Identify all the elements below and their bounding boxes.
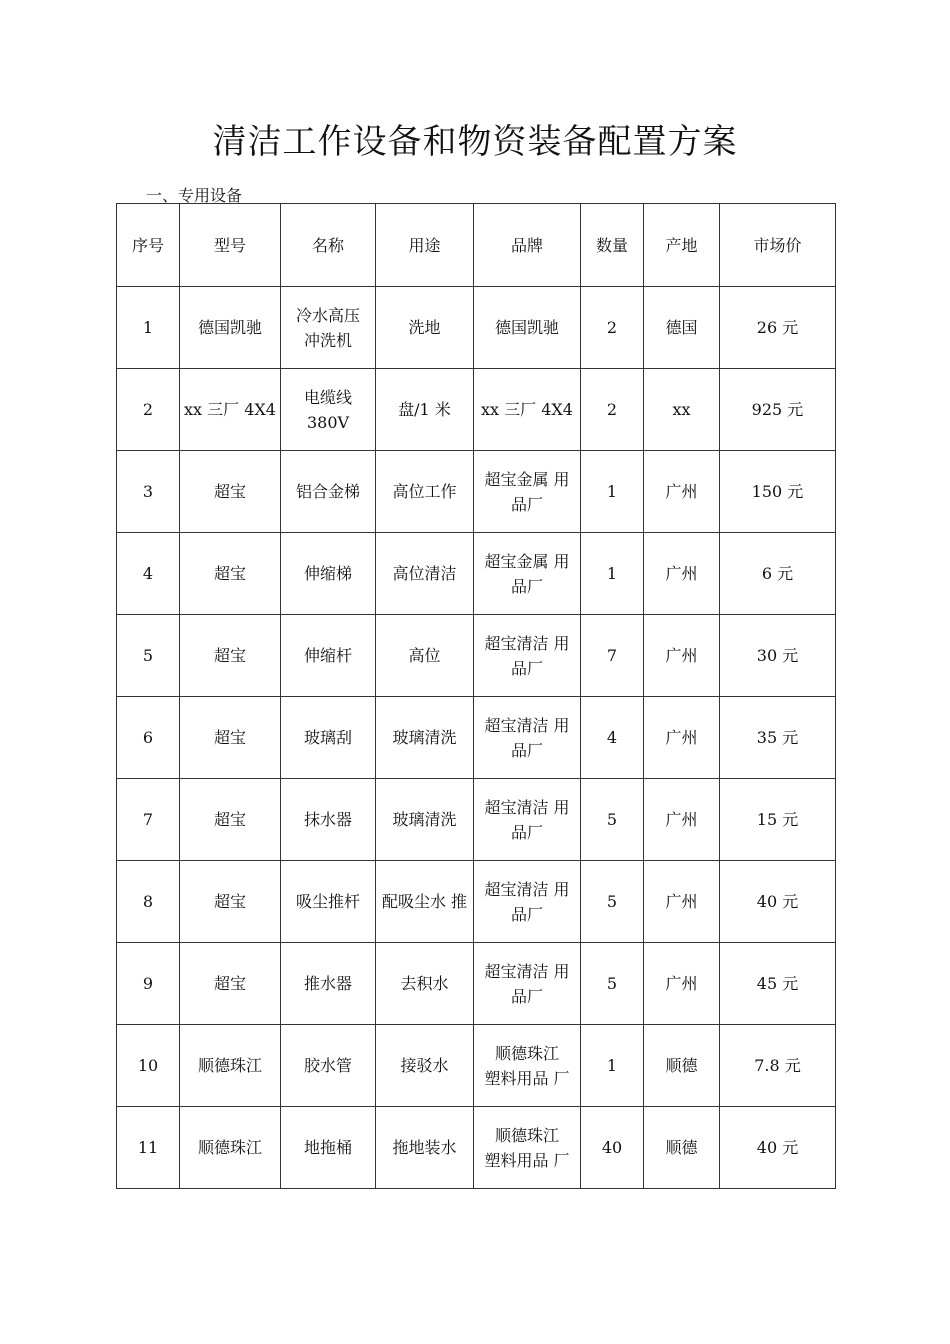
cell-name: 玻璃刮 — [281, 697, 376, 779]
cell-name: 抹水器 — [281, 779, 376, 861]
cell-origin: 顺德 — [644, 1107, 720, 1189]
cell-usage: 去积水 — [376, 943, 474, 1025]
cell-price: 26 元 — [720, 287, 836, 369]
cell-name: 伸缩梯 — [281, 533, 376, 615]
cell-brand: 超宝清洁 用 品厂 — [474, 861, 581, 943]
cell-origin: xx — [644, 369, 720, 451]
cell-quantity: 2 — [581, 287, 644, 369]
cell-usage: 高位清洁 — [376, 533, 474, 615]
cell-quantity: 1 — [581, 1025, 644, 1107]
cell-quantity: 1 — [581, 533, 644, 615]
page-title: 清洁工作设备和物资装备配置方案 — [212, 122, 738, 162]
cell-model: 超宝 — [180, 697, 281, 779]
cell-price: 15 元 — [720, 779, 836, 861]
cell-brand: 顺德珠江 塑料用品 厂 — [474, 1107, 581, 1189]
cell-brand: 超宝金属 用 品厂 — [474, 533, 581, 615]
cell-price: 150 元 — [720, 451, 836, 533]
table-row — [117, 779, 836, 861]
header-index: 序号 — [117, 204, 180, 287]
cell-quantity: 2 — [581, 369, 644, 451]
cell-origin: 广州 — [644, 615, 720, 697]
cell-brand: 德国凯驰 — [474, 287, 581, 369]
cell-origin: 广州 — [644, 533, 720, 615]
cell-model: 顺德珠江 — [180, 1107, 281, 1189]
table-row — [117, 369, 836, 451]
header-price: 市场价 — [720, 204, 836, 287]
cell-price: 6 元 — [720, 533, 836, 615]
cell-origin: 广州 — [644, 697, 720, 779]
cell-quantity: 40 — [581, 1107, 644, 1189]
table-row — [117, 287, 836, 369]
cell-price: 40 元 — [720, 861, 836, 943]
cell-price: 30 元 — [720, 615, 836, 697]
header-model: 型号 — [180, 204, 281, 287]
cell-index: 7 — [117, 779, 180, 861]
cell-index: 5 — [117, 615, 180, 697]
cell-usage: 盘/1 米 — [376, 369, 474, 451]
table-row — [117, 451, 836, 533]
cell-index: 1 — [117, 287, 180, 369]
cell-brand: xx 三厂 4X4 — [474, 369, 581, 451]
cell-quantity: 5 — [581, 943, 644, 1025]
cell-name: 电缆线 380V — [281, 369, 376, 451]
cell-origin: 德国 — [644, 287, 720, 369]
cell-usage: 拖地装水 — [376, 1107, 474, 1189]
table-header-row — [117, 204, 836, 287]
cell-usage: 高位工作 — [376, 451, 474, 533]
cell-usage: 接驳水 — [376, 1025, 474, 1107]
section-heading: 一、专用设备 — [146, 186, 243, 205]
cell-name: 铝合金梯 — [281, 451, 376, 533]
cell-quantity: 7 — [581, 615, 644, 697]
cell-brand: 超宝金属 用 品厂 — [474, 451, 581, 533]
cell-name: 吸尘推杆 — [281, 861, 376, 943]
cell-index: 8 — [117, 861, 180, 943]
cell-price: 7.8 元 — [720, 1025, 836, 1107]
cell-index: 6 — [117, 697, 180, 779]
cell-name: 冷水高压 冲洗机 — [281, 287, 376, 369]
cell-brand: 超宝清洁 用 品厂 — [474, 779, 581, 861]
cell-origin: 广州 — [644, 779, 720, 861]
table-row — [117, 1107, 836, 1189]
cell-usage: 高位 — [376, 615, 474, 697]
cell-origin: 顺德 — [644, 1025, 720, 1107]
cell-price: 35 元 — [720, 697, 836, 779]
cell-model: 超宝 — [180, 779, 281, 861]
cell-model: 顺德珠江 — [180, 1025, 281, 1107]
cell-name: 地拖桶 — [281, 1107, 376, 1189]
cell-quantity: 5 — [581, 861, 644, 943]
cell-model: 德国凯驰 — [180, 287, 281, 369]
cell-brand: 超宝清洁 用 品厂 — [474, 697, 581, 779]
equipment-table — [116, 203, 836, 1189]
table-row — [117, 697, 836, 779]
table-row — [117, 943, 836, 1025]
header-usage: 用途 — [376, 204, 474, 287]
cell-model: 超宝 — [180, 451, 281, 533]
header-brand: 品牌 — [474, 204, 581, 287]
table-row — [117, 533, 836, 615]
cell-index: 11 — [117, 1107, 180, 1189]
cell-index: 10 — [117, 1025, 180, 1107]
header-origin: 产地 — [644, 204, 720, 287]
cell-usage: 玻璃清洗 — [376, 779, 474, 861]
cell-index: 9 — [117, 943, 180, 1025]
cell-brand: 顺德珠江 塑料用品 厂 — [474, 1025, 581, 1107]
cell-quantity: 4 — [581, 697, 644, 779]
cell-model: xx 三厂 4X4 — [180, 369, 281, 451]
table-body — [117, 287, 836, 1189]
header-name: 名称 — [281, 204, 376, 287]
cell-price: 925 元 — [720, 369, 836, 451]
cell-origin: 广州 — [644, 861, 720, 943]
cell-index: 2 — [117, 369, 180, 451]
cell-name: 推水器 — [281, 943, 376, 1025]
cell-model: 超宝 — [180, 615, 281, 697]
cell-usage: 配吸尘水 推 — [376, 861, 474, 943]
cell-index: 4 — [117, 533, 180, 615]
cell-origin: 广州 — [644, 943, 720, 1025]
table-row — [117, 615, 836, 697]
cell-quantity: 5 — [581, 779, 644, 861]
cell-model: 超宝 — [180, 533, 281, 615]
cell-index: 3 — [117, 451, 180, 533]
header-quantity: 数量 — [581, 204, 644, 287]
cell-model: 超宝 — [180, 943, 281, 1025]
cell-brand: 超宝清洁 用 品厂 — [474, 615, 581, 697]
cell-name: 伸缩杆 — [281, 615, 376, 697]
cell-brand: 超宝清洁 用 品厂 — [474, 943, 581, 1025]
cell-usage: 洗地 — [376, 287, 474, 369]
cell-name: 胶水管 — [281, 1025, 376, 1107]
table-row — [117, 1025, 836, 1107]
cell-origin: 广州 — [644, 451, 720, 533]
cell-price: 40 元 — [720, 1107, 836, 1189]
cell-model: 超宝 — [180, 861, 281, 943]
table-row — [117, 861, 836, 943]
cell-quantity: 1 — [581, 451, 644, 533]
cell-usage: 玻璃清洗 — [376, 697, 474, 779]
cell-price: 45 元 — [720, 943, 836, 1025]
